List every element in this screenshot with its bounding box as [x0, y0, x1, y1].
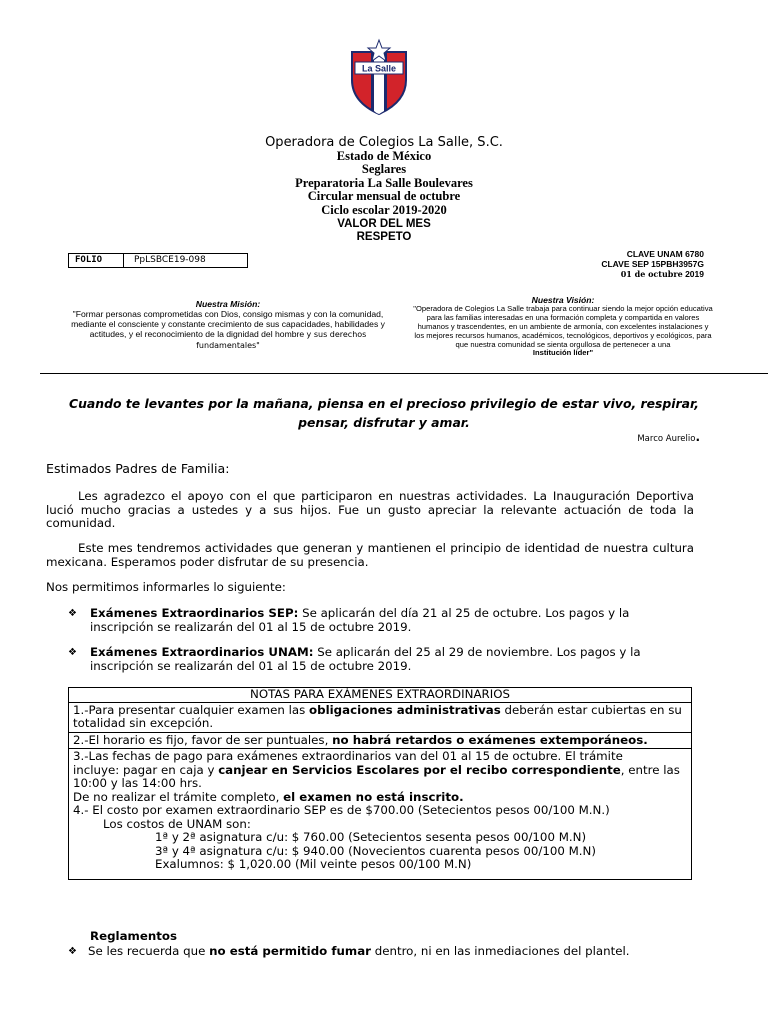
note-text: 1.-Para presentar cualquier examen las: [73, 702, 310, 717]
quote: Cuando te levantes por la mañana, piensa en el precioso privilegio de estar vivo, respirar, pensar, disfrutar y amar.: [69, 396, 699, 430]
unam-cost-line: Exalumnos: $ 1,020.00 (Mil veinte pesos 00/100 M.N): [155, 857, 472, 871]
date-year: 2019: [685, 269, 704, 279]
header-line: Preparatoria La Salle Boulevares: [295, 175, 473, 190]
greeting: Estimados Padres de Familia:: [46, 461, 230, 476]
header-line: Seglares: [361, 162, 407, 177]
vision-text-end: Institución líder": [532, 348, 594, 358]
bullet-text: [88, 945, 728, 959]
bullet-item: [68, 646, 694, 673]
bullet-body: Se les recuerda que: [88, 944, 210, 958]
clave-unam: CLAVE UNAM 6780: [626, 249, 704, 259]
note-2: [69, 732, 692, 749]
bullet-bold: no está permitido fumar: [209, 944, 371, 958]
note-bold: canjear en Servicios Escolares por el recibo correspondiente: [218, 762, 621, 777]
vision-title: Nuestra Visión:: [531, 295, 595, 305]
la-salle-logo: [344, 38, 414, 116]
notes-title: NOTAS PARA EXÁMENES EXTRAORDINARIOS: [69, 688, 692, 703]
note-text: , entre las 10:00 y las 14:00 hrs.: [73, 762, 680, 790]
bullet-body: dentro, ni en las inmediaciones del plantel.: [370, 944, 630, 958]
folio-value: PpLSBCE19-098: [134, 255, 206, 265]
valor-label: VALOR DEL MES: [337, 217, 431, 230]
folio-box: [68, 253, 248, 268]
bullet-body: Se aplicarán del 25 al 29 de noviembre. Los pagos y la inscripción se realizarán del 01 al 15 de octubre 2019.: [90, 645, 641, 673]
note-text: incluye: pagar en caja y: [73, 762, 219, 777]
unam-cost-line: 1ª y 2ª asignatura c/u: $ 760.00 (Setecientos sesenta pesos 00/100 M.N): [155, 830, 587, 844]
vision-block: [412, 296, 714, 358]
logo-text: La Salle: [361, 63, 397, 74]
header-line: Estado de México: [336, 148, 432, 163]
paragraph: Nos permitimos informarles lo siguiente:: [46, 580, 286, 594]
diamond-bullet-icon: ❖: [68, 946, 77, 957]
paragraph-text: Este mes tendremos actividades que generan y mantienen el principio de identidad de nuestra cultura mexicana. Esperamos poder disfrutar de su presencia.: [46, 541, 694, 569]
mission-text: [70, 309, 386, 351]
bullet-text: [90, 607, 694, 634]
header-line: Circular mensual de octubre: [307, 189, 461, 204]
paragraph: [46, 490, 694, 531]
mission-title: Nuestra Misión:: [195, 299, 261, 309]
bullet-text: [90, 646, 694, 673]
note-text: Los costos de UNAM son:: [103, 816, 251, 831]
bullet-bold: Exámenes Extraordinarios SEP:: [90, 606, 299, 620]
bullet-body: Se aplicarán del día 21 al 25 de octubre. Los pagos y la inscripción se realizarán del 01 al 15 de octubre 2019.: [90, 606, 630, 634]
note-text: 3.-Las fechas de pago para exámenes extraordinarios van del 01 al 15 de octubre. El trámite: [73, 749, 623, 763]
valor-value: RESPETO: [356, 231, 412, 244]
note-bold: no habrá retardos o exámenes extemporáneos.: [332, 732, 648, 747]
notes-table: [68, 687, 692, 880]
note-bold: el examen no está inscrito.: [283, 789, 464, 804]
note-line: [73, 791, 687, 805]
quote-author: [637, 430, 700, 444]
mission-text-end: y sus derechos fundamentales": [196, 330, 367, 350]
paragraph-text: Les agradezco el apoyo con el que participaron en nuestras actividades. La Inauguración Deportiva lució mucho gracias a ustedes y a sus hijos. Fue un gusto apreciar la relevante actuación de toda la comunidad.: [46, 489, 694, 530]
note-line: [73, 764, 687, 791]
mission-block: [70, 299, 386, 351]
diamond-bullet-icon: ❖: [68, 608, 77, 619]
diamond-bullet-icon: ❖: [68, 647, 77, 658]
document-header: [0, 136, 768, 245]
note-text: De no realizar el trámite completo,: [73, 789, 284, 804]
unam-cost-line: 3ª y 4ª asignatura c/u: $ 940.00 (Novecientos cuarenta pesos 00/100 M.N): [155, 843, 596, 858]
folio-label: FOLIO: [69, 254, 124, 267]
divider: [40, 373, 768, 374]
clave-sep: CLAVE SEP 15PBH3957G: [601, 259, 704, 269]
header-line: Ciclo escolar 2019-2020: [321, 202, 447, 217]
note-text: deberán estar cubiertas en su totalidad sin excepción.: [73, 702, 682, 730]
bullet-bold: Exámenes Extraordinarios UNAM:: [90, 645, 314, 659]
note-bold: obligaciones administrativas: [309, 702, 501, 717]
reglamentos-title: Reglamentos: [90, 929, 177, 943]
org-name: Operadora de Colegios La Salle, S.C.: [265, 135, 503, 150]
vision-text: "Operadora de Colegios La Salle trabaja para continuar siendo la mejor opción educativa para las familias interesadas en una formación completa y compartida en valores humanos y trascendentes, en un ambiente de armonía, con excelentes instalaciones y los mejores recursos humanos, académicos, tecnológicos, deportivos y ecológicos, para que nuestra comunidad se sienta orgullosa de pertenecer a una: [413, 303, 713, 349]
paragraph: [46, 542, 694, 569]
quote-author-dot: .: [695, 430, 700, 444]
note-text: 4.- El costo por examen extraordinario SEP es de $700.00 (Setecientos pesos 00/100 M.N.): [73, 803, 610, 817]
bullet-item: [68, 945, 728, 959]
note-text: 2.-El horario es fijo, favor de ser puntuales,: [73, 732, 333, 747]
quote-author-name: Marco Aurelio: [637, 434, 696, 444]
mission-text-main: "Formar personas comprometidas con Dios, consigo mismas y con la comunidad, mediante el consciente y constante crecimiento de sus capacidades, habilidades y actitudes, y el reconocimiento de la dignidad del hombre: [71, 309, 385, 339]
bullet-item: [68, 607, 694, 634]
date: [601, 269, 704, 279]
note-1: [69, 702, 692, 732]
note-3-4: [69, 749, 692, 880]
date-day: 01 de octubre: [620, 269, 683, 279]
school-codes: [601, 249, 704, 279]
